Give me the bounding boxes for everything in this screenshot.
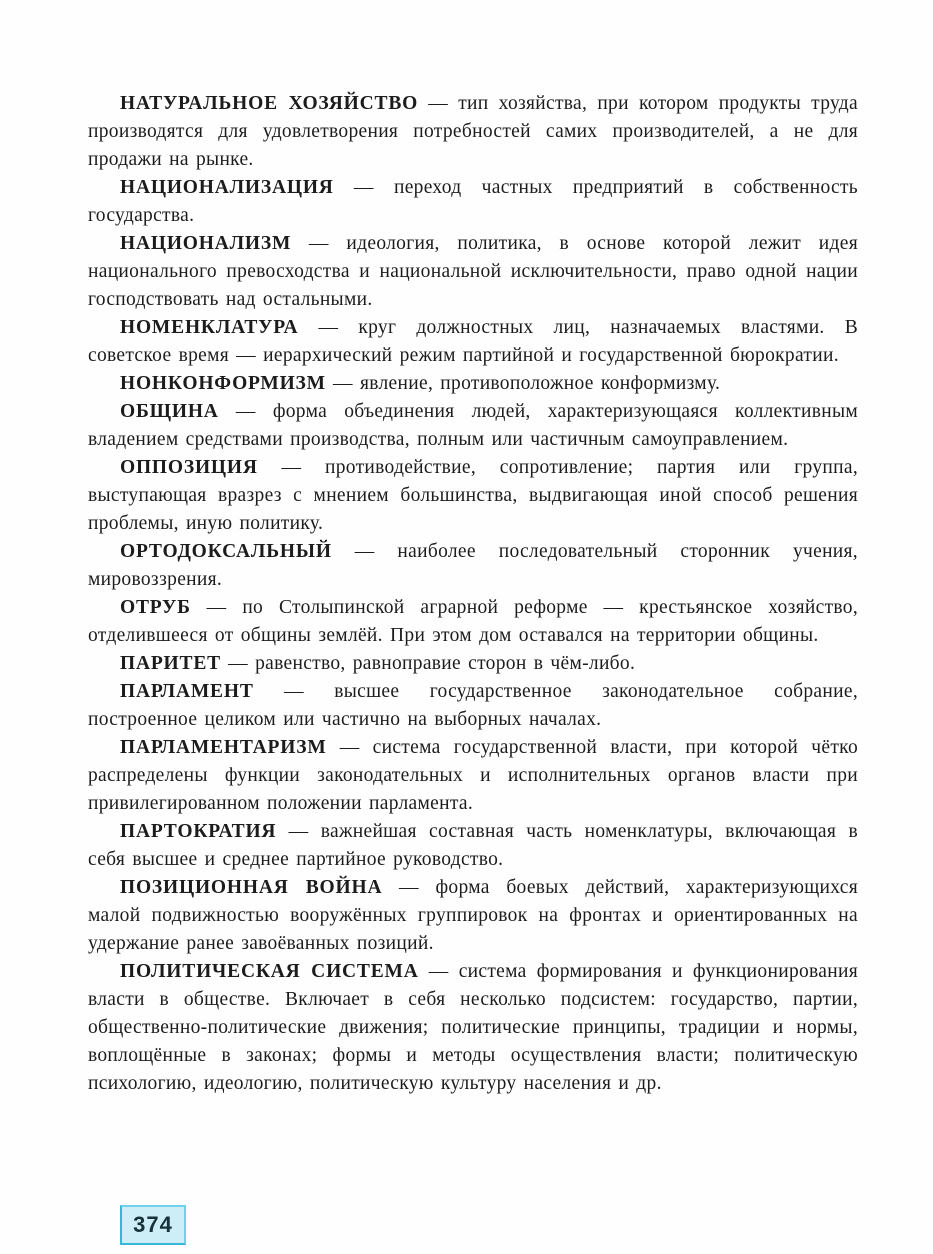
glossary-entry — [88, 874, 858, 958]
glossary-definition: — высшее государственное законодательное собрание, построенное целиком или частично на выборных началах. — [88, 681, 858, 730]
glossary-definition: — равенство, равноправие сторон в чём-либо. — [220, 653, 636, 674]
glossary-definition: — идеология, политика, в основе которой лежит идея национального превосходства и национальной исключительности, право одной нации господствовать над остальными. — [88, 233, 858, 310]
glossary-term: ПОЗИЦИОННАЯ ВОЙНА — [120, 877, 383, 898]
glossary-entry — [88, 230, 858, 314]
glossary-definition: — по Столыпинской аграрной реформе — крестьянское хозяйство, отделившееся от общины землёй. При этом дом оставался на территории общины. — [88, 597, 858, 646]
glossary-definition: — круг должностных лиц, назначаемых властями. В советское время — иерархический режим партийной и государственной бюрократии. — [88, 317, 858, 366]
glossary-entry — [88, 398, 858, 454]
glossary-term: НОМЕНКЛАТУРА — [120, 317, 299, 338]
glossary-definition: — система формирования и функционирования власти в обществе. Включает в себя несколько подсистем: государство, партии, общественно-политические движения; политические принципы, традиции и нормы, воплощённые в законах; формы и методы осуществления власти; политическую психологию, идеологию, политическую культуру населения и др. — [88, 961, 858, 1094]
glossary-entries — [88, 90, 858, 1098]
glossary-entry — [88, 678, 858, 734]
glossary-definition: — противодействие, сопротивление; партия или группа, выступающая вразрез с мнением большинства, выдвигающая иной способ решения проблемы, иную политику. — [88, 457, 858, 534]
glossary-term: ПАРЛАМЕНТАРИЗМ — [120, 737, 327, 758]
glossary-term: НОНКОНФОРМИЗМ — [120, 373, 326, 394]
glossary-term: ОППОЗИЦИЯ — [120, 457, 258, 478]
page-number: 374 — [133, 1212, 173, 1237]
glossary-entry — [88, 370, 858, 398]
glossary-definition: — переход частных предприятий в собственность государства. — [88, 177, 858, 226]
glossary-entry — [88, 594, 858, 650]
glossary-term: НАТУРАЛЬНОЕ ХОЗЯЙСТВО — [120, 93, 419, 114]
glossary-definition: — система государственной власти, при которой чётко распределены функции законодательных и исполнительных органов власти при привилегированном положении парламента. — [88, 737, 858, 814]
glossary-entry — [88, 314, 858, 370]
glossary-term: ПАРТОКРАТИЯ — [120, 821, 277, 842]
glossary-definition: — явление, противоположное конформизму. — [325, 373, 721, 394]
glossary-entry — [88, 90, 858, 174]
glossary-entry — [88, 818, 858, 874]
glossary-entry — [88, 174, 858, 230]
glossary-term: ОБЩИНА — [120, 401, 219, 422]
glossary-entry — [88, 958, 858, 1098]
glossary-definition: — наиболее последовательный сторонник учения, мировоззрения. — [88, 541, 858, 590]
glossary-term: ПАРИТЕТ — [120, 653, 221, 674]
glossary-entry — [88, 454, 858, 538]
glossary-definition: — форма боевых действий, характеризующихся малой подвижностью вооружённых группировок на фронтах и ориентированных на удержание ранее завоёванных позиций. — [88, 877, 859, 954]
glossary-entry — [88, 538, 858, 594]
glossary-term: НАЦИОНАЛИЗАЦИЯ — [120, 177, 334, 198]
glossary-definition: — важнейшая составная часть номенклатуры, включающая в себя высшее и среднее партийное руководство. — [88, 821, 858, 870]
glossary-term: НАЦИОНАЛИЗМ — [120, 233, 292, 254]
glossary-entry — [88, 650, 858, 678]
glossary-definition: — форма объединения людей, характеризующаяся коллективным владением средствами производства, полным или частичным самоуправлением. — [88, 401, 858, 450]
glossary-term: ОТРУБ — [120, 597, 191, 618]
glossary-term: ПАРЛАМЕНТ — [120, 681, 254, 702]
glossary-definition: — тип хозяйства, при котором продукты труда производятся для удовлетворения потребностей самих производителей, а не для продажи на рынке. — [88, 93, 858, 170]
page-number-box — [120, 1205, 186, 1245]
glossary-term: ПОЛИТИЧЕСКАЯ СИСТЕМА — [120, 961, 419, 982]
glossary-entry — [88, 734, 858, 818]
glossary-term: ОРТОДОКСАЛЬНЫЙ — [120, 541, 332, 562]
